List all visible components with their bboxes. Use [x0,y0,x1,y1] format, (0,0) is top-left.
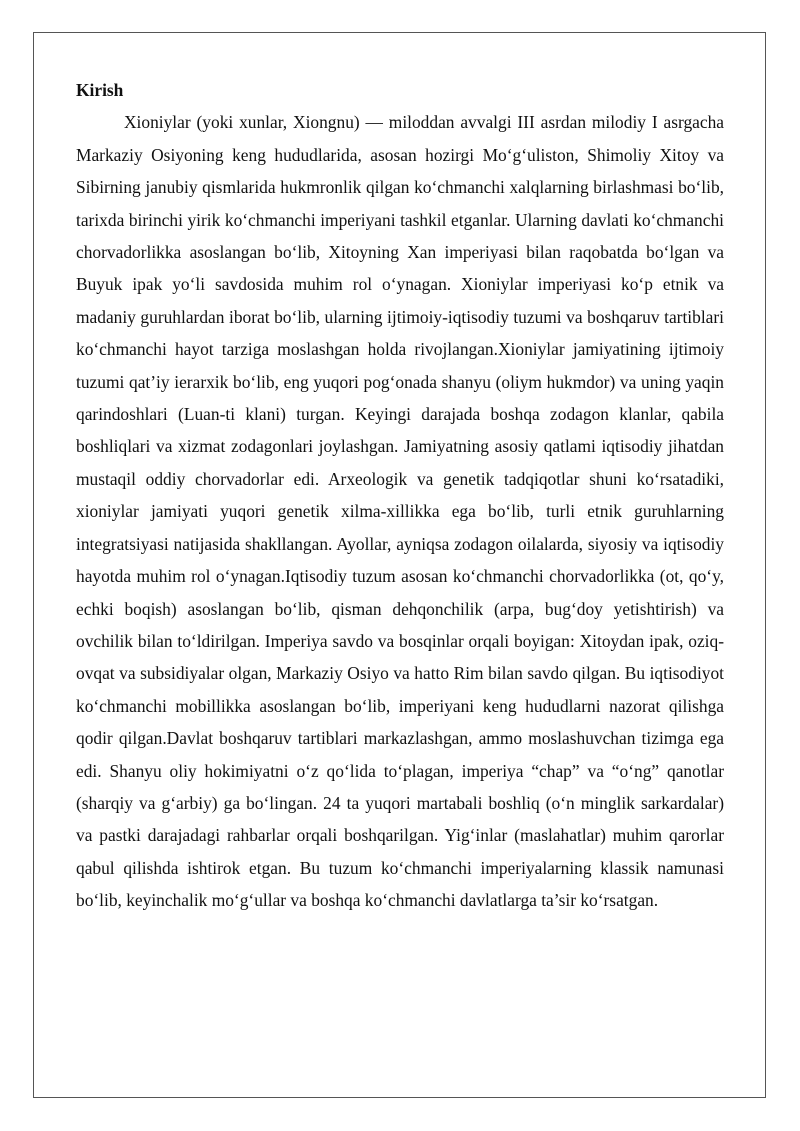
section-heading: Kirish [76,80,124,100]
body-paragraph: Xioniylar (yoki xunlar, Xiongnu) — miloddan avvalgi III asrdan milodiy I asrgacha Markaziy Osiyoning keng hududlarida, asosan hozirgi Mo‘g‘uliston, Shimoliy Xitoy va Sibirning janubiy qismlarida hukmronlik qilgan ko‘chmanchi xalqlarning birlashmasi bo‘lib, tarixda birinchi yirik ko‘chmanchi imperiyani tashkil etganlar. Ularning davlati ko‘chmanchi chorvadorlikka asoslangan bo‘lib, Xitoyning Xan imperiyasi bilan raqobatda bo‘lgan va Buyuk ipak yo‘li savdosida muhim rol o‘ynagan. Xioniylar imperiyasi ko‘p etnik va madaniy guruhlardan iborat bo‘lib, ularning ijtimoiy-iqtisodiy tuzumi va boshqaruv tartiblari ko‘chmanchi hayot tarziga moslashgan holda rivojlangan.Xioniylar jamiyatining ijtimoiy tuzumi qat’iy ierarxik bo‘lib, eng yuqori pog‘onada shanyu (oliym hukmdor) va uning yaqin qarindoshlari (Luan-ti klani) turgan. Keyingi darajada boshqa zodagon klanlar, qabila boshliqlari va xizmat zodagonlari joylashgan. Jamiyatning asosiy qatlami iqtisodiy jihatdan mustaqil oddiy chorvadorlar edi. Arxeologik va genetik tadqiqotlar shuni ko‘rsatadiki, xioniylar jamiyati yuqori genetik xilma-xillikka ega bo‘lib, turli etnik guruhlarning integratsiyasi natijasida shakllangan. Ayollar, ayniqsa zodagon oilalarda, siyosiy va iqtisodiy hayotda muhim rol o‘ynagan.Iqtisodiy tuzum asosan ko‘chmanchi chorvadorlikka (ot, qo‘y, echki boqish) asoslangan bo‘lib, qisman dehqonchilik (arpa, bug‘doy yetishtirish) va ovchilik bilan to‘ldirilgan. Imperiya savdo va bosqinlar orqali boyigan: Xitoydan ipak, oziq-ovqat va subsidiyalar olgan, Markaziy Osiyo va hatto Rim bilan savdo qilgan. Bu iqtisodiyot ko‘chmanchi mobillikka asoslangan bo‘lib, imperiyani keng hududlarni nazorat qilishga qodir qilgan.Davlat boshqaruv tartiblari markazlashgan, ammo moslashuvchan tizimga ega edi. Shanyu oliy hokimiyatni o‘z qo‘lida to‘plagan, imperiya “chap” va “o‘ng” qanotlar (sharqiy va g‘arbiy) ga bo‘lingan. 24 ta yuqori martabali boshliq (o‘n minglik sarkardalar) va pastki darajadagi rahbarlar orqali boshqarilgan. Yig‘inlar (maslahatlar) muhim qarorlar qabul qilishda ishtirok etgan. Bu tuzum ko‘chmanchi imperiyalarning klassik namunasi bo‘lib, keyinchalik mo‘g‘ullar va boshqa ko‘chmanchi davlatlarga ta’sir ko‘rsatgan. [76,112,724,911]
document-body [76,74,724,917]
